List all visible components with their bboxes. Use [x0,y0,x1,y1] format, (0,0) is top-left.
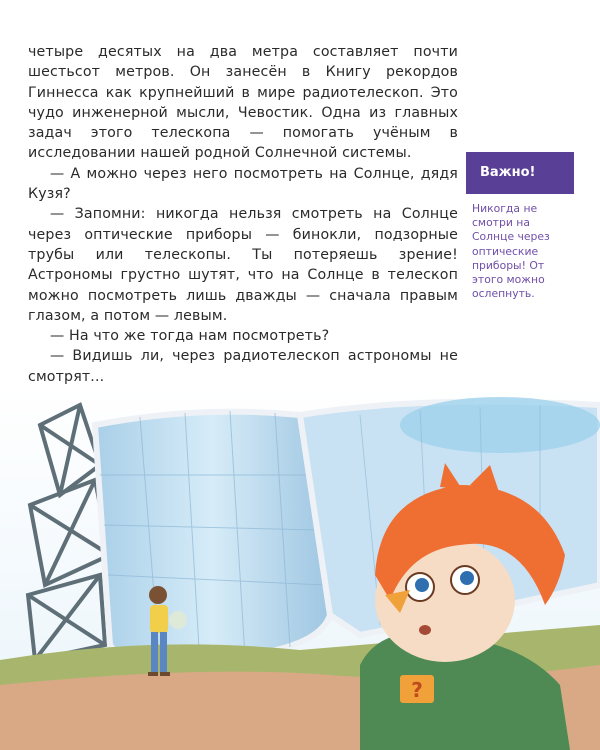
important-note-sidebar [466,152,574,301]
important-note-text: Никогда не смотри на Солнце через оптические приборы! От этого можно ослепнуть. [472,202,550,301]
question-badge: ? [411,678,423,702]
dialogue-line: — А можно через него посмотреть на Солнце, дядя Кузя? [28,165,458,203]
paragraph: четыре десятых на два метра составляет почти шестьсот метров. Он занесён в Книгу рекордов Гиннесса как крупнейший в мире радиотелескоп. Это чудо инженерной мысли, Чевостик. Одна из главных задач этого телескопа — помогать учёным в исследовании нашей родной Солнечной системы. [28,44,458,162]
main-text [28,42,458,407]
dialogue-line: — Видишь ли, через радиотелескоп астрономы не смотрят... [28,348,458,385]
radio-telescope-illustration [0,385,600,750]
dish-rim [400,397,600,453]
dialogue-line: — На что же тогда нам посмотреть? [50,328,330,345]
dialogue-line: — Запомни: никогда нельзя смотреть на Солнце через оптические приборы — бинокли, подзорные трубы или телескопы. Ты потеряешь зрение! Астрономы грустно шутят, что на Солнце в телескоп можно посмотреть лишь дважды — сначала правым глазом, а потом — левым. [28,206,458,324]
telescope-panel [95,412,330,685]
important-tag: Важно! [466,152,574,194]
mouth [419,625,431,635]
